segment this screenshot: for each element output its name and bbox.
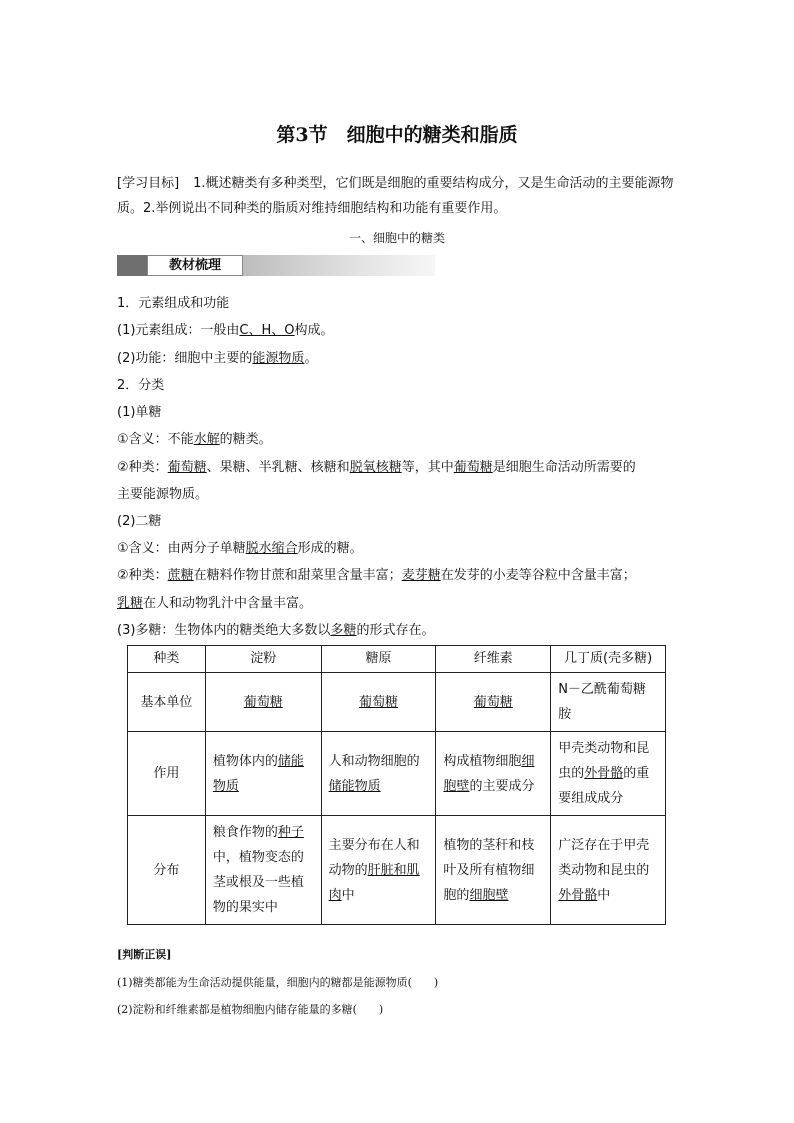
- row-label: 分布: [128, 816, 206, 925]
- poly-line: (3)多糖：生物体内的糖类绝大多数以多糖的形式存在。: [117, 623, 435, 638]
- mono-kinds-cont: 主要能源物质。: [117, 487, 209, 502]
- table-cell: 广泛存在于甲壳类动物和昆虫的外骨骼中: [551, 816, 666, 925]
- row-label: 基本单位: [128, 673, 206, 732]
- learning-objectives: [117, 171, 677, 221]
- table-cell: 主要分布在人和动物的肝脏和肌肉中: [321, 816, 436, 925]
- table-row: [128, 816, 666, 925]
- di-kinds-cont: 乳糖在人和动物乳汁中含量丰富。: [117, 596, 313, 611]
- table-cell: N－乙酰葡萄糖胺: [551, 673, 666, 732]
- table-cell: 构成植物细胞细胞壁的主要成分: [436, 732, 551, 816]
- di-definition: ①含义：由两分子单糖脱水缩合形成的糖。: [117, 541, 363, 556]
- table-cell: 葡萄糖: [321, 673, 436, 732]
- s2-heading: 2．分类: [117, 378, 165, 393]
- table-cell: 葡萄糖: [205, 673, 321, 732]
- judge-question-1: (1)糖类都能为生命活动提供能量，细胞内的糖都是能源物质( ): [117, 976, 439, 989]
- table-row: [128, 732, 666, 816]
- mono-definition: ①含义：不能水解的糖类。: [117, 432, 272, 447]
- mono-kinds: ②种类：葡萄糖、果糖、半乳糖、核糖和脱氧核糖等，其中葡萄糖是细胞生命活动所需要的: [117, 460, 636, 475]
- section-banner: [117, 255, 435, 276]
- s1-function: (2)功能：细胞中主要的能源物质。: [117, 351, 318, 366]
- s1-composition: (1)元素组成：一般由C、H、O构成。: [117, 323, 334, 338]
- table-header: 淀粉: [205, 646, 321, 673]
- judge-heading: [判断正误]: [117, 948, 172, 961]
- page-title: 第3节 细胞中的糖类和脂质: [276, 124, 518, 146]
- table-cell: 甲壳类动物和昆虫的外骨骼的重要组成成分: [551, 732, 666, 816]
- mono-heading: (1)单糖: [117, 405, 162, 420]
- table-cell: 植物体内的储能物质: [205, 732, 321, 816]
- table-header: 糖原: [321, 646, 436, 673]
- table-header-row: [128, 646, 666, 673]
- judge-question-2: (2)淀粉和纤维素都是植物细胞内储存能量的多糖( ): [117, 1003, 384, 1016]
- table-header: 纤维素: [436, 646, 551, 673]
- table-header: 几丁质(壳多糖): [551, 646, 666, 673]
- row-label: 作用: [128, 732, 206, 816]
- di-kinds: ②种类：蔗糖在糖料作物甘蔗和甜菜里含量丰富；麦芽糖在发芽的小麦等谷粒中含量丰富；: [117, 568, 636, 583]
- table-row: [128, 673, 666, 732]
- di-heading: (2)二糖: [117, 514, 162, 529]
- polysaccharide-table: [127, 645, 666, 925]
- objectives-text: 1.概述糖类有多种类型，它们既是细胞的重要结构成分，又是生命活动的主要能源物质。2.举例说出不同种类的脂质对维持细胞结构和功能有重要作用。: [117, 176, 674, 216]
- table-cell: 人和动物细胞的储能物质: [321, 732, 436, 816]
- s1-heading: 1．元素组成和功能: [117, 296, 230, 311]
- objectives-label: [学习目标]: [117, 176, 180, 191]
- banner-dark-block: [117, 255, 147, 276]
- table-cell: 粮食作物的种子中，植物变态的茎或根及一些植物的果实中: [205, 816, 321, 925]
- banner-label: 教材梳理: [147, 255, 243, 276]
- table-cell: 植物的茎秆和枝叶及所有植物细胞的细胞壁: [436, 816, 551, 925]
- table-header: 种类: [128, 646, 206, 673]
- section-heading: 一、细胞中的糖类: [348, 231, 445, 245]
- table-cell: 葡萄糖: [436, 673, 551, 732]
